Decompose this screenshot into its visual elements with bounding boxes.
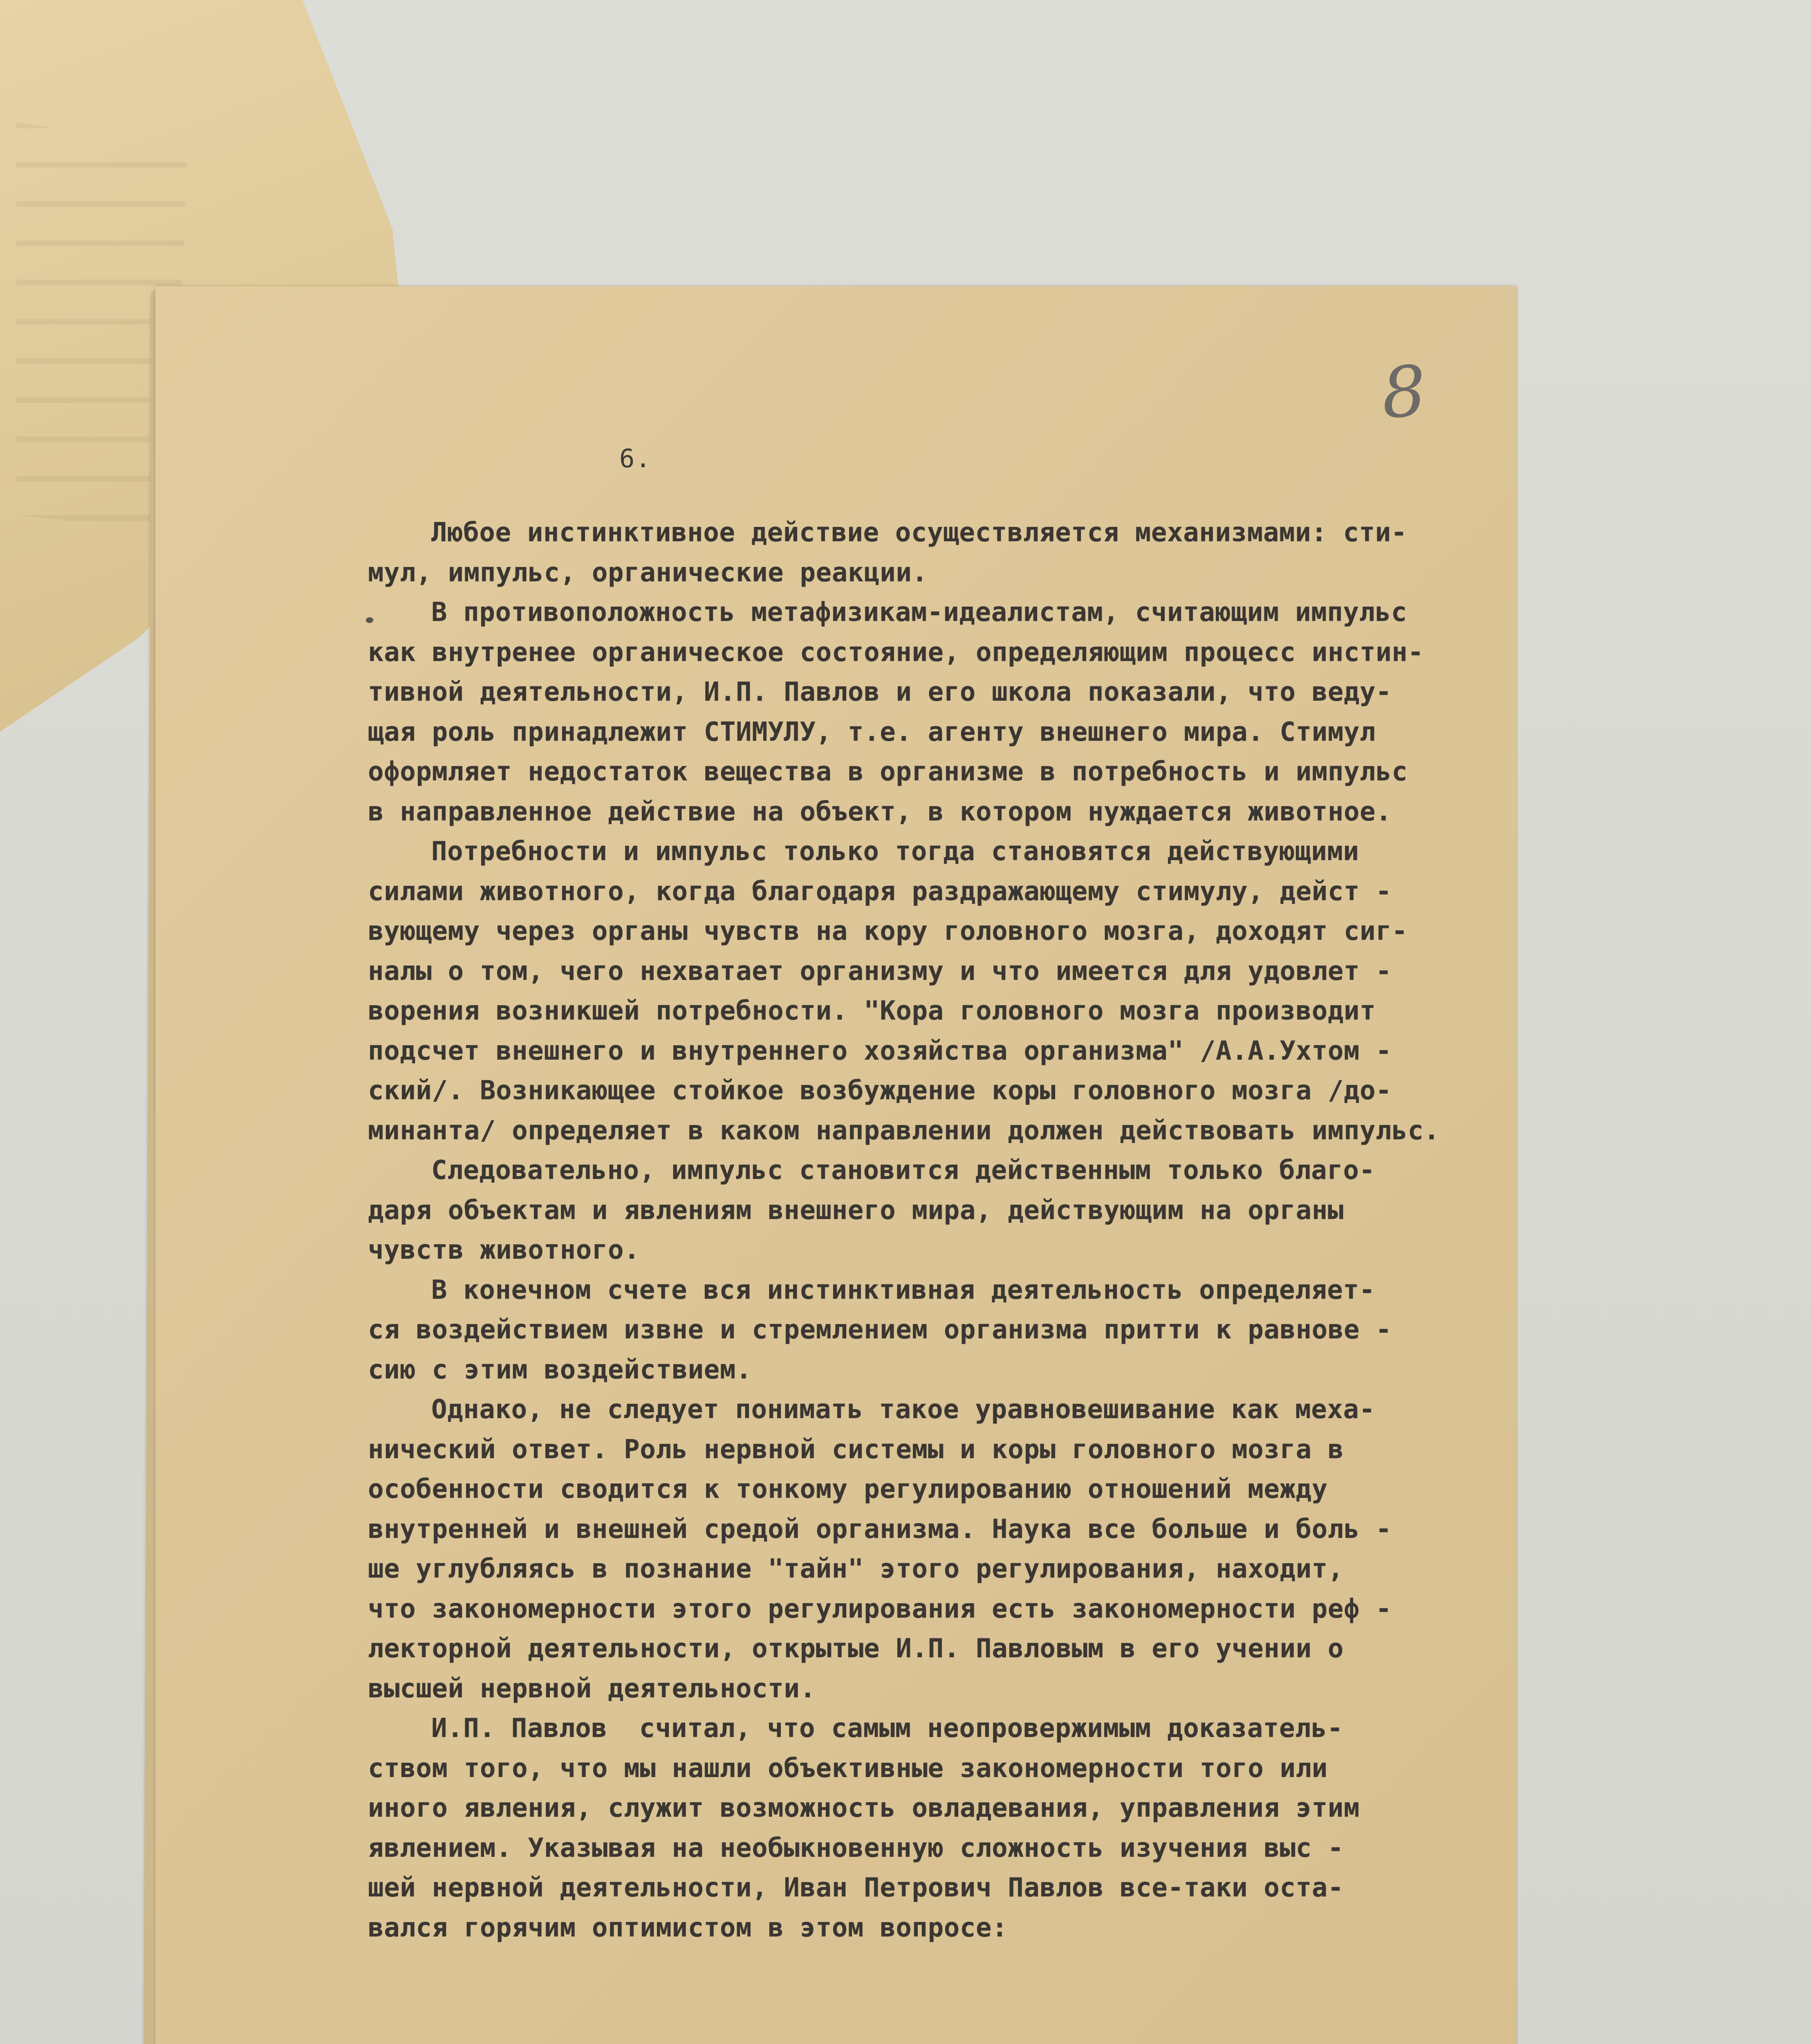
text-line: ше углубляясь в познание "тайн" этого регулирования, находит, [368,1554,1344,1584]
text-line: В конечном счете вся инстинктивная деятельность определяет- [431,1275,1375,1305]
text-line: в направленное действие на объект, в котором нуждается животное. [368,796,1392,827]
page-number: 6. [619,444,652,473]
text-line: налы о том, чего нехватает организму и что имеется для удовлет - [368,956,1392,986]
text-line: Следовательно, импульс становится действенным только благо- [431,1155,1375,1186]
text-line: И.П. Павлов считал, что самым неопровержимым доказатель- [431,1713,1343,1744]
text-line: иного явления, служит возможность овладевания, управления этим [368,1793,1360,1823]
typed-body-text [368,513,1451,1948]
text-line: как внутренее органическое состояние, определяющим процесс инстин- [368,637,1424,668]
text-line: явлением. Указывая на необыкновенную сложность изучения выс - [368,1833,1344,1863]
text-line: Любое инстинктивное действие осуществляется механизмами: сти- [431,518,1408,548]
text-line: чувств животного. [368,1235,640,1265]
text-line: шей нервной деятельности, Иван Петрович Павлов все-таки оста- [368,1873,1344,1903]
text-line: В противоположность метафизикам-идеалистам, считающим импульс [431,597,1408,628]
text-line: вующему через органы чувств на кору головного мозга, доходят сиг- [368,916,1408,946]
text-line: минанта/ определяет в каком направлении должен действовать импульс. [368,1115,1440,1146]
text-line: нический ответ. Роль нервной системы и коры головного мозга в [368,1434,1344,1465]
text-line: особенности сводится к тонкому регулированию отношений между [368,1474,1328,1504]
text-line: что закономерности этого регулирования есть закономерности реф - [368,1594,1392,1624]
text-line: даря объектам и явлениям внешнего мира, действующим на органы [368,1195,1344,1226]
text-line: оформляет недостаток вещества в организме в потребность и импульс [368,757,1408,787]
text-line: ворения возникшей потребности. "Кора головного мозга производит [368,996,1376,1026]
text-line: высшей нервной деятельности. [368,1673,816,1704]
text-line: внутренней и внешней средой организма. Наука все больше и боль - [368,1514,1392,1544]
text-line: ся воздействием извне и стремлением организма притти к равнове - [368,1315,1392,1345]
text-line: вался горячим оптимистом в этом вопросе: [368,1912,1008,1943]
text-line: Однако, не следует понимать такое уравновешивание как меха- [431,1394,1375,1425]
text-line: силами животного, когда благодаря раздражающему стимулу, дейст - [368,876,1392,907]
text-line: Потребности и импульс только тогда становятся действующими [431,836,1359,867]
text-line: тивной деятельности, И.П. Павлов и его школа показали, что веду- [368,677,1392,707]
text-line: ством того, что мы нашли объективные закономерности того или [368,1753,1328,1784]
text-line: мул, импульс, органические реакции. [368,557,928,588]
text-line: подсчет внешнего и внутреннего хозяйства организма" /А.А.Ухтом - [368,1035,1392,1066]
text-line: щая роль принадлежит СТИМУЛУ, т.е. агенту внешнего мира. Стимул [368,717,1376,747]
archive-page-number: 8 [1379,350,1429,435]
text-line: лекторной деятельности, открытые И.П. Павловым в его учении о [368,1634,1344,1664]
text-line: сию с этим воздействием. [368,1354,752,1385]
text-line: ский/. Возникающее стойкое возбуждение коры головного мозга /до- [368,1076,1392,1106]
